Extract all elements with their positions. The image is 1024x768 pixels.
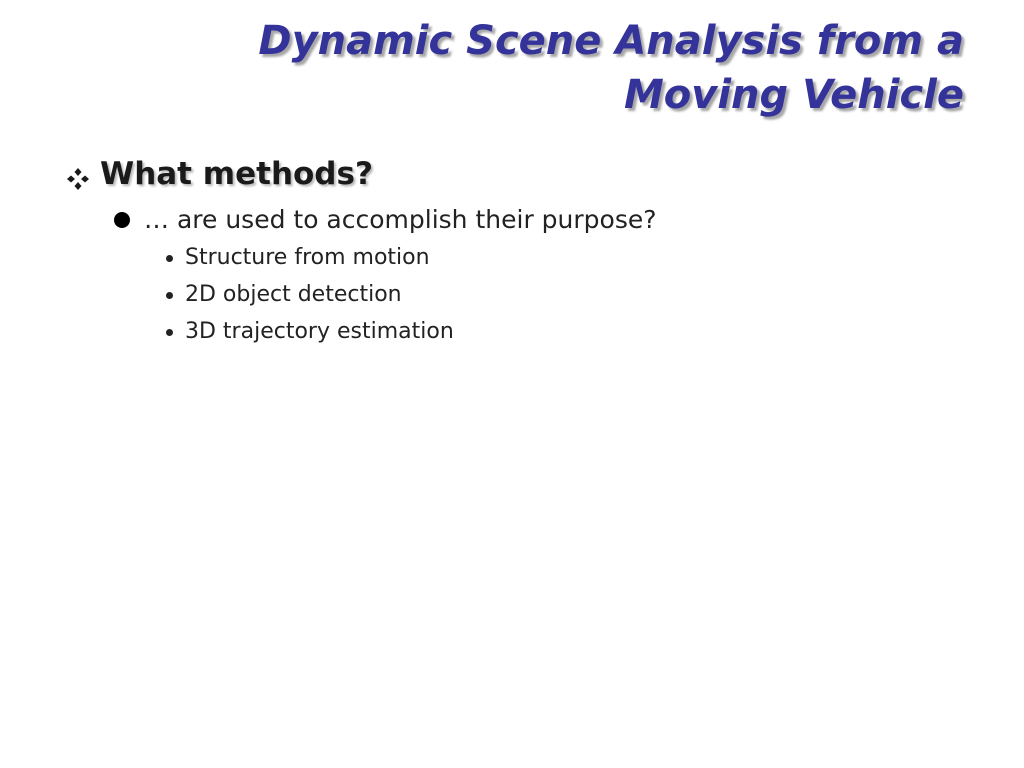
- sub-point: [114, 205, 657, 234]
- diamond-quad-icon: [66, 163, 90, 187]
- bullet-dot-icon: [114, 212, 130, 228]
- heading-text: What methods?: [100, 156, 373, 192]
- list-item-text: 3D trajectory estimation: [185, 319, 454, 344]
- list-item: [166, 282, 402, 307]
- slide-title: [84, 14, 964, 122]
- heading-bullet: [66, 156, 373, 192]
- slide-title-line-1: Dynamic Scene Analysis from a: [258, 18, 964, 64]
- list-item-text: 2D object detection: [185, 282, 402, 307]
- bullet-icon: [166, 292, 173, 299]
- list-item: [166, 245, 430, 270]
- bullet-icon: [166, 329, 173, 336]
- sub-point-text: … are used to accomplish their purpose?: [144, 205, 657, 234]
- list-item: [166, 319, 454, 344]
- slide-title-line-2: Moving Vehicle: [623, 72, 964, 118]
- list-item-text: Structure from motion: [185, 245, 430, 270]
- bullet-icon: [166, 255, 173, 262]
